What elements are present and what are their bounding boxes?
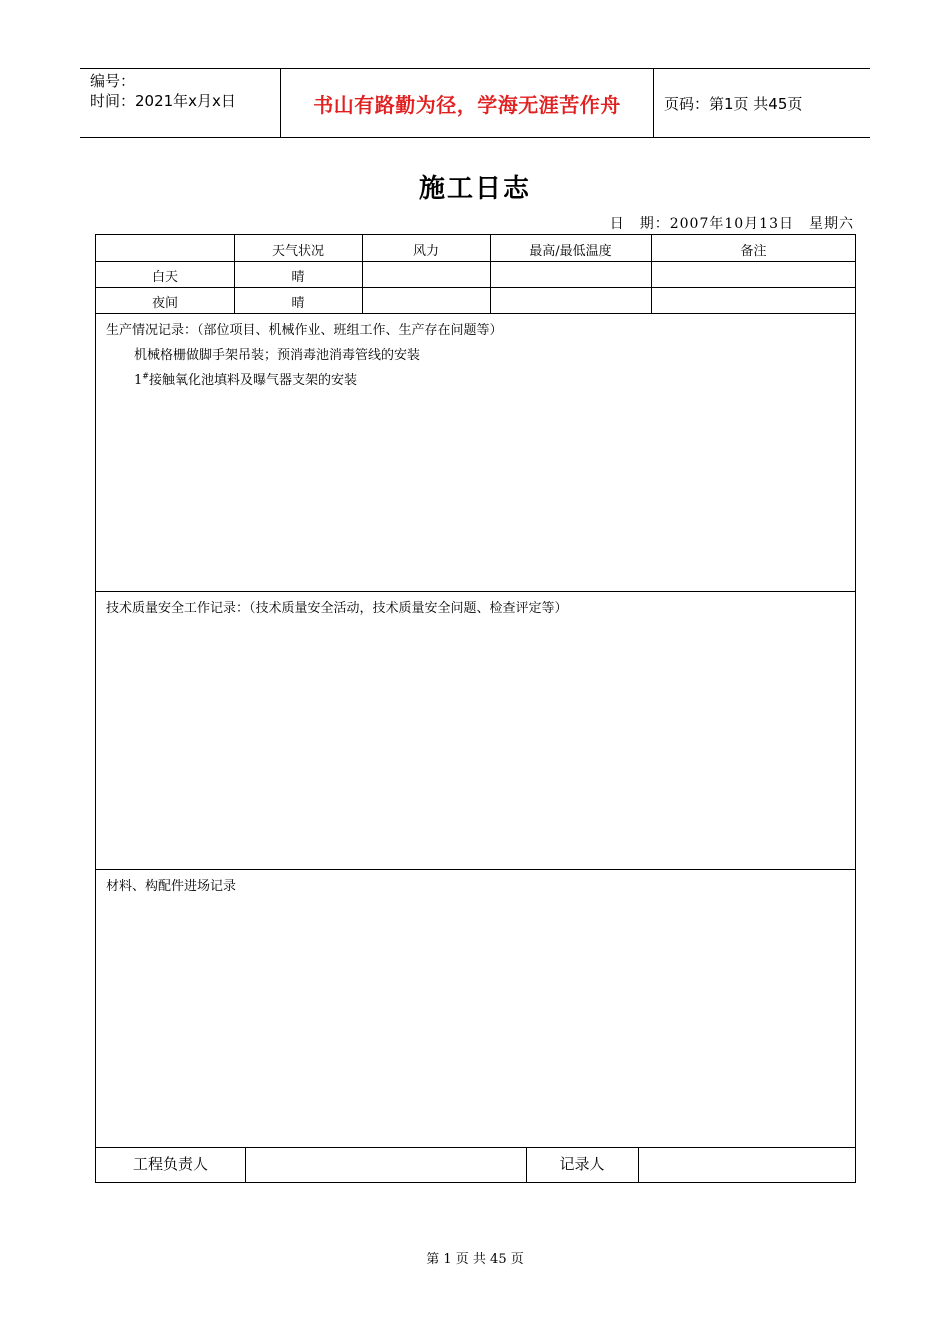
night-label: 夜间 — [151, 296, 178, 311]
section-divider — [96, 1147, 855, 1148]
weather-header: 天气状况 — [271, 244, 324, 259]
motto: 书山有路勤为径，学海无涯苦作舟 — [281, 69, 654, 137]
temperature-header: 最高/最低温度 — [529, 244, 612, 259]
grid-line — [245, 1147, 246, 1183]
materials-section-title: 材料、构配件进场记录 — [106, 879, 237, 894]
day-label: 白天 — [151, 270, 178, 285]
day-weather: 晴 — [291, 270, 305, 285]
page-footer: 第 1 页 共 45 页 — [426, 1252, 524, 1267]
time-label: 时间：2021年x月x日 — [90, 92, 236, 110]
wind-header: 风力 — [412, 244, 439, 259]
construction-log-form — [95, 234, 856, 1183]
production-entry: 机械格栅做脚手架吊装；预消毒池消毒管线的安装 — [134, 348, 421, 363]
note-header: 备注 — [740, 244, 767, 259]
page-header — [80, 68, 870, 138]
quality-section-title: 技术质量安全工作记录：（技术质量安全活动，技术质量安全问题、检查评定等） — [106, 601, 568, 616]
production-entry: 1#接触氧化池填料及曝气器支架的安装 — [134, 371, 357, 388]
grid-line — [96, 287, 855, 288]
manager-label: 工程负责人 — [132, 1155, 208, 1173]
production-section-title: 生产情况记录：（部位项目、机械作业、班组工作、生产存在问题等） — [106, 323, 503, 338]
recorder-label: 记录人 — [559, 1155, 605, 1173]
header-meta — [80, 69, 281, 137]
section-divider — [96, 869, 855, 870]
page-title: 施工日志 — [418, 174, 531, 204]
grid-line — [96, 313, 855, 314]
grid-line — [638, 1147, 639, 1183]
section-divider — [96, 591, 855, 592]
page-code: 页码：第1页 共45页 — [664, 94, 803, 113]
date-line: 日 期：2007年10月13日 星期六 — [609, 216, 854, 232]
grid-line — [96, 261, 855, 262]
number-label: 编号： — [90, 72, 136, 90]
night-weather: 晴 — [291, 296, 305, 311]
